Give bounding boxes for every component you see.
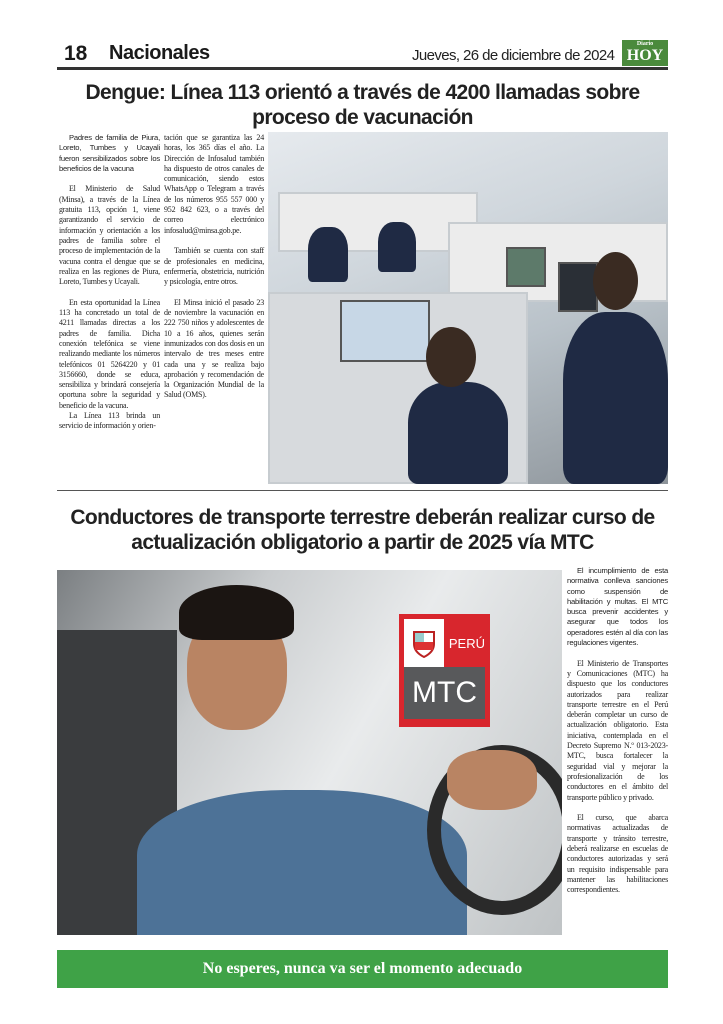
logo-small-text: Diario (636, 41, 654, 47)
mtc-logo-acronym: MTC (404, 667, 485, 719)
article1-paragraph: tación que se garantiza las 24 horas, los 365 días el año. La Dirección de Infosalud también ha dispuesto de otros canales de comunicación, siendo estos WhatsApp o Telegram a través de los números 955 557 000 y 952 842 623, o a través del correo electrónico infosalud@minsa.gob.pe. (164, 133, 264, 235)
slogan-banner: No esperes, nunca va ser el momento adecuado (57, 950, 668, 988)
article2-lead: El incumplimiento de esta normativa conlleva sanciones como suspensión de habilitación y multas. El MTC busca prevenir accidentes y asegurar que todos los operadores estén al día con las regulaciones vigentes. (567, 566, 668, 648)
issue-date: Jueves, 26 de diciembre de 2024 (412, 47, 615, 64)
article1-paragraph: También se cuenta con staff de profesionales en medicina, enfermería, obstetricia, nutrición y psicología, entre otros. (164, 246, 264, 287)
logo-big-text: HOY (626, 47, 664, 64)
article1-paragraph: El Minsa inició el pasado 23 de noviembre la vacunación en 222 750 niños y adolescentes de 10 a 16 años, quienes serán inmunizados con dos dosis en un intervalo de tres meses entre cada una y se realiza bajo aprobación y recomendación de la Organización Mundial de la Salud (OMS). (164, 297, 264, 400)
mtc-logo (399, 614, 490, 727)
article2-column (567, 566, 668, 896)
article-divider (57, 490, 668, 491)
article2-headline: Conductores de transporte terrestre deberán realizar curso de actualización obligatorio a partir de 2025 vía MTC (70, 506, 655, 554)
article1-paragraph: El Ministerio de Salud (Minsa), a través de la Línea gratuita 113, opción 1, viene garantizando el servicio de información y orientación a los padres de familia sobre el proceso de implementación de la vacuna contra el dengue que se realiza en las regiones de Piura, Loreto, Tumbes y Ucayali. (59, 184, 160, 287)
article1-column-1 (59, 133, 160, 432)
article2-paragraph: El curso, que abarca normativas actualizadas de transporte y tránsito terrestre, deberá realizarse en escuelas de conductores autorizadas y será un requisito indispensable para mantener las habilitaciones correspondientes. (567, 813, 668, 895)
newspaper-logo (622, 40, 668, 66)
section-title: Nacionales (109, 42, 210, 64)
call-center-photo (268, 132, 668, 484)
peru-coat-of-arms-icon (404, 619, 444, 667)
article1-headline: Dengue: Línea 113 orientó a través de 4200 llamadas sobre proceso de vacunación (85, 81, 640, 129)
page-number: 18 (64, 42, 88, 65)
article1-paragraph: En esta oportunidad la Línea 113 ha concretado un total de 4211 llamadas directas a los padres de familia. Dicha conexión telefónica se viene realizando mediante los números telefónicos 01 5264220 y 01 3156660, donde se educa, sensibiliza y brindará consejería oportuna sobre la seguridad y beneficio de la vacuna. (59, 297, 160, 410)
article2-paragraph: El Ministerio de Transportes y Comunicaciones (MTC) ha dispuesto que los conductores autorizados para realizar transporte terrestre en el Perú deberán completar un curso de actualización obligatorio. Esta iniciativa, contemplada en el Decreto Supremo N.º 013-2023-MTC, busca fortalecer la seguridad vial y mejorar la profesionalización de los conductores en el ámbito del transporte público y privado. (567, 658, 668, 802)
article1-paragraph: La Línea 113 brinda un servicio de información y orien- (59, 411, 160, 431)
article1-column-2 (164, 133, 264, 401)
article1-lead: Padres de familia de Piura, Loreto, Tumbes y Ucayali fueron sensibilizados sobre los beneficios de la vacuna (59, 133, 160, 173)
header-rule (57, 67, 668, 70)
mtc-logo-country: PERÚ (448, 636, 485, 651)
